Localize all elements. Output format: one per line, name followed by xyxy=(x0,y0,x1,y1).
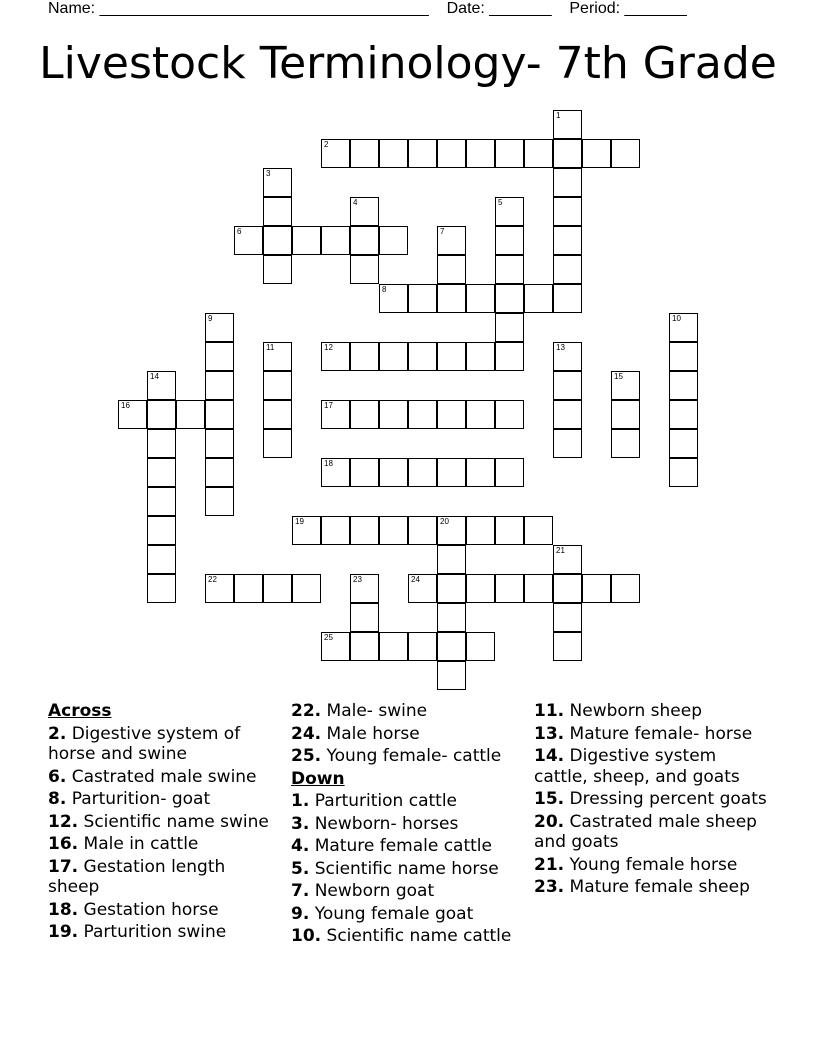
crossword-cell[interactable] xyxy=(437,458,466,487)
crossword-cell[interactable] xyxy=(408,574,437,603)
crossword-cell[interactable] xyxy=(437,139,466,168)
crossword-cell[interactable] xyxy=(147,516,176,545)
clue-number: 20 xyxy=(440,517,449,526)
crossword-cell[interactable] xyxy=(669,342,698,371)
crossword-cell[interactable] xyxy=(147,458,176,487)
clue-down-9: 9. Young female goat xyxy=(291,903,474,924)
crossword-cell[interactable] xyxy=(553,342,582,371)
crossword-cell[interactable] xyxy=(321,632,350,661)
clue-number: 10 xyxy=(672,314,681,323)
clue-down-20: 20. Castrated male sheep and goats xyxy=(534,811,757,852)
clue-number: 11 xyxy=(266,343,275,352)
crossword-cell[interactable] xyxy=(147,487,176,516)
clue-across-25: 25. Young female- cattle xyxy=(291,746,502,766)
crossword-cell[interactable] xyxy=(553,284,582,313)
crossword-cell[interactable] xyxy=(379,516,408,545)
crossword-cell[interactable] xyxy=(611,400,640,429)
clue-down-14: 14. Digestive system cattle, sheep, and goats xyxy=(534,746,740,787)
crossword-cell[interactable] xyxy=(234,226,263,255)
clue-down-3: 3. Newborn- horses xyxy=(291,813,459,834)
crossword-cell[interactable] xyxy=(495,226,524,255)
crossword-cell[interactable] xyxy=(611,139,640,168)
clue-down-15: 15. Dressing percent goats xyxy=(534,789,767,809)
clue-across-2: 2. Digestive system of horse and swine xyxy=(48,723,241,764)
clue-across-19: 19. Parturition swine xyxy=(48,922,227,942)
clue-down-7: 7. Newborn goat xyxy=(291,881,435,901)
crossword-cell[interactable] xyxy=(350,226,379,255)
clue-number: 4 xyxy=(353,198,358,207)
crossword-cell[interactable] xyxy=(176,400,205,429)
crossword-cell[interactable] xyxy=(379,284,408,313)
crossword-cell[interactable] xyxy=(669,313,698,342)
clue-number: 5 xyxy=(498,198,503,207)
crossword-cell[interactable] xyxy=(669,371,698,400)
crossword-cell[interactable] xyxy=(350,255,379,284)
crossword-cell[interactable] xyxy=(437,516,466,545)
clue-number: 3 xyxy=(266,169,271,178)
clue-down-21: 21. Young female horse xyxy=(534,854,738,875)
crossword-cell[interactable] xyxy=(147,545,176,574)
crossword-cell[interactable] xyxy=(669,429,698,458)
crossword-cell[interactable] xyxy=(553,400,582,429)
clue-number: 21 xyxy=(556,546,565,555)
crossword-cell[interactable] xyxy=(437,661,466,690)
crossword-cell[interactable] xyxy=(321,516,350,545)
crossword-cell[interactable] xyxy=(495,458,524,487)
crossword-cell[interactable] xyxy=(205,371,234,400)
period-blank[interactable]: _______ xyxy=(624,0,687,17)
clue-down-5: 5. Scientific name horse xyxy=(291,858,499,879)
crossword-cell[interactable] xyxy=(524,574,553,603)
crossword-cell[interactable] xyxy=(350,197,379,226)
crossword-cell[interactable] xyxy=(408,342,437,371)
clue-number: 16 xyxy=(121,401,130,410)
across-heading: Across xyxy=(48,701,112,721)
crossword-cell[interactable] xyxy=(495,516,524,545)
clue-column-1 xyxy=(48,701,280,945)
crossword-cell[interactable] xyxy=(408,632,437,661)
crossword-cell[interactable] xyxy=(466,342,495,371)
name-label: Name: xyxy=(48,0,100,17)
crossword-cell[interactable] xyxy=(263,371,292,400)
crossword-cell[interactable] xyxy=(553,371,582,400)
period-label: Period: xyxy=(569,0,625,17)
clue-down-11: 11. Newborn sheep xyxy=(534,701,703,721)
crossword-cell[interactable] xyxy=(205,429,234,458)
crossword-cell[interactable] xyxy=(408,516,437,545)
clue-across-8: 8. Parturition- goat xyxy=(48,789,211,809)
crossword-cell[interactable] xyxy=(611,429,640,458)
crossword-cell[interactable] xyxy=(495,197,524,226)
clue-number: 8 xyxy=(382,285,387,294)
clue-number: 9 xyxy=(208,314,213,323)
crossword-cell[interactable] xyxy=(466,458,495,487)
crossword-cell[interactable] xyxy=(379,342,408,371)
crossword-cell[interactable] xyxy=(495,574,524,603)
clue-number: 15 xyxy=(614,372,623,381)
crossword-cell[interactable] xyxy=(379,400,408,429)
name-blank[interactable]: _____________________________________ xyxy=(99,0,429,17)
crossword-cell[interactable] xyxy=(263,429,292,458)
crossword-cell[interactable] xyxy=(495,284,524,313)
clue-number: 6 xyxy=(237,227,242,236)
crossword-cell[interactable] xyxy=(553,226,582,255)
crossword-cell[interactable] xyxy=(263,226,292,255)
crossword-cell[interactable] xyxy=(466,574,495,603)
crossword-cell[interactable] xyxy=(466,139,495,168)
crossword-cell[interactable] xyxy=(611,371,640,400)
crossword-cell[interactable] xyxy=(350,342,379,371)
crossword-cell[interactable] xyxy=(495,342,524,371)
crossword-cell[interactable] xyxy=(466,516,495,545)
crossword-cell[interactable] xyxy=(495,255,524,284)
crossword-cell[interactable] xyxy=(669,400,698,429)
crossword-cell[interactable] xyxy=(466,400,495,429)
crossword-cell[interactable] xyxy=(205,487,234,516)
crossword-cell[interactable] xyxy=(350,603,379,632)
crossword-cell[interactable] xyxy=(321,226,350,255)
crossword-cell[interactable] xyxy=(205,400,234,429)
crossword-cell[interactable] xyxy=(205,342,234,371)
crossword-cell[interactable] xyxy=(524,284,553,313)
crossword-cell[interactable] xyxy=(350,632,379,661)
crossword-cell[interactable] xyxy=(263,574,292,603)
clue-across-17: 17. Gestation length sheep xyxy=(48,856,226,897)
crossword-cell[interactable] xyxy=(379,458,408,487)
crossword-cell[interactable] xyxy=(321,139,350,168)
crossword-cell[interactable] xyxy=(437,632,466,661)
crossword-cell[interactable] xyxy=(147,400,176,429)
crossword-cell[interactable] xyxy=(118,400,147,429)
crossword-cell[interactable] xyxy=(466,632,495,661)
clue-number: 22 xyxy=(208,575,217,584)
crossword-cell[interactable] xyxy=(582,139,611,168)
page-title: Livestock Terminology- 7th Grade xyxy=(39,38,777,89)
crossword-cell[interactable] xyxy=(553,110,582,139)
crossword-cell[interactable] xyxy=(524,139,553,168)
crossword-cell[interactable] xyxy=(437,284,466,313)
crossword-cell[interactable] xyxy=(553,603,582,632)
clue-down-1: 1. Parturition cattle xyxy=(291,791,457,811)
crossword-cell[interactable] xyxy=(263,400,292,429)
crossword-cell[interactable] xyxy=(495,400,524,429)
crossword-cell[interactable] xyxy=(350,139,379,168)
clue-down-4: 4. Mature female cattle xyxy=(291,836,492,856)
crossword-cell[interactable] xyxy=(263,342,292,371)
clue-column-2 xyxy=(291,701,527,949)
clue-number: 17 xyxy=(324,401,333,410)
clue-number: 7 xyxy=(440,227,445,236)
clue-number: 23 xyxy=(353,575,362,584)
crossword-cell[interactable] xyxy=(437,545,466,574)
crossword-cell[interactable] xyxy=(495,313,524,342)
crossword-cell[interactable] xyxy=(205,313,234,342)
clue-number: 14 xyxy=(150,372,159,381)
clue-number: 19 xyxy=(295,517,304,526)
crossword-cell[interactable] xyxy=(495,139,524,168)
crossword-cell[interactable] xyxy=(379,139,408,168)
crossword-cell[interactable] xyxy=(321,342,350,371)
crossword-cell[interactable] xyxy=(466,284,495,313)
clue-number: 1 xyxy=(556,111,561,120)
crossword-cell[interactable] xyxy=(553,632,582,661)
clue-across-18: 18. Gestation horse xyxy=(48,899,219,920)
crossword-cell[interactable] xyxy=(263,197,292,226)
crossword-cell[interactable] xyxy=(147,429,176,458)
crossword-cell[interactable] xyxy=(350,516,379,545)
crossword-cell[interactable] xyxy=(408,458,437,487)
clue-across-6: 6. Castrated male swine xyxy=(48,766,257,787)
crossword-cell[interactable] xyxy=(147,574,176,603)
crossword-cell[interactable] xyxy=(292,516,321,545)
crossword-cell[interactable] xyxy=(553,168,582,197)
clue-down-23: 23. Mature female sheep xyxy=(534,877,750,897)
crossword-cell[interactable] xyxy=(379,632,408,661)
clue-number: 24 xyxy=(411,575,420,584)
clue-number: 18 xyxy=(324,459,333,468)
crossword-cell[interactable] xyxy=(437,255,466,284)
crossword-cell[interactable] xyxy=(437,574,466,603)
crossword-cell[interactable] xyxy=(350,574,379,603)
crossword-cell[interactable] xyxy=(669,458,698,487)
crossword-cell[interactable] xyxy=(147,371,176,400)
clue-across-16: 16. Male in cattle xyxy=(48,834,199,854)
clue-across-24: 24. Male horse xyxy=(291,723,420,744)
crossword-cell[interactable] xyxy=(292,226,321,255)
crossword-cell[interactable] xyxy=(553,139,582,168)
crossword-cell[interactable] xyxy=(437,226,466,255)
crossword-cell[interactable] xyxy=(350,458,379,487)
crossword-cell[interactable] xyxy=(553,255,582,284)
date-label: Date: xyxy=(446,0,490,17)
date-blank[interactable]: _______ xyxy=(489,0,552,17)
crossword-cell[interactable] xyxy=(321,400,350,429)
crossword-cell[interactable] xyxy=(582,574,611,603)
crossword-cell[interactable] xyxy=(408,139,437,168)
crossword-cell[interactable] xyxy=(553,574,582,603)
crossword-cell[interactable] xyxy=(553,197,582,226)
clue-number: 12 xyxy=(324,343,333,352)
down-heading: Down xyxy=(291,768,345,789)
crossword-cell[interactable] xyxy=(263,255,292,284)
clue-down-13: 13. Mature female- horse xyxy=(534,723,753,744)
crossword-cell[interactable] xyxy=(437,603,466,632)
crossword-cell[interactable] xyxy=(611,574,640,603)
crossword-cell[interactable] xyxy=(234,574,263,603)
crossword-cell[interactable] xyxy=(408,400,437,429)
crossword-cell[interactable] xyxy=(553,545,582,574)
crossword-cell[interactable] xyxy=(553,429,582,458)
crossword-cell[interactable] xyxy=(379,226,408,255)
clue-number: 25 xyxy=(324,633,333,642)
clue-column-3 xyxy=(534,701,774,900)
crossword-cell[interactable] xyxy=(408,284,437,313)
crossword-cell[interactable] xyxy=(263,168,292,197)
crossword-cell[interactable] xyxy=(205,574,234,603)
crossword-cell[interactable] xyxy=(321,458,350,487)
clue-across-22: 22. Male- swine xyxy=(291,701,428,721)
crossword-cell[interactable] xyxy=(205,458,234,487)
clue-across-12: 12. Scientific name swine xyxy=(48,811,269,832)
clue-number: 2 xyxy=(324,140,329,149)
clue-number: 13 xyxy=(556,343,565,352)
crossword-cell[interactable] xyxy=(437,342,466,371)
clue-down-10: 10. Scientific name cattle xyxy=(291,926,512,946)
crossword-cell[interactable] xyxy=(350,400,379,429)
crossword-cell[interactable] xyxy=(292,574,321,603)
crossword-cell[interactable] xyxy=(437,400,466,429)
crossword-cell[interactable] xyxy=(524,516,553,545)
